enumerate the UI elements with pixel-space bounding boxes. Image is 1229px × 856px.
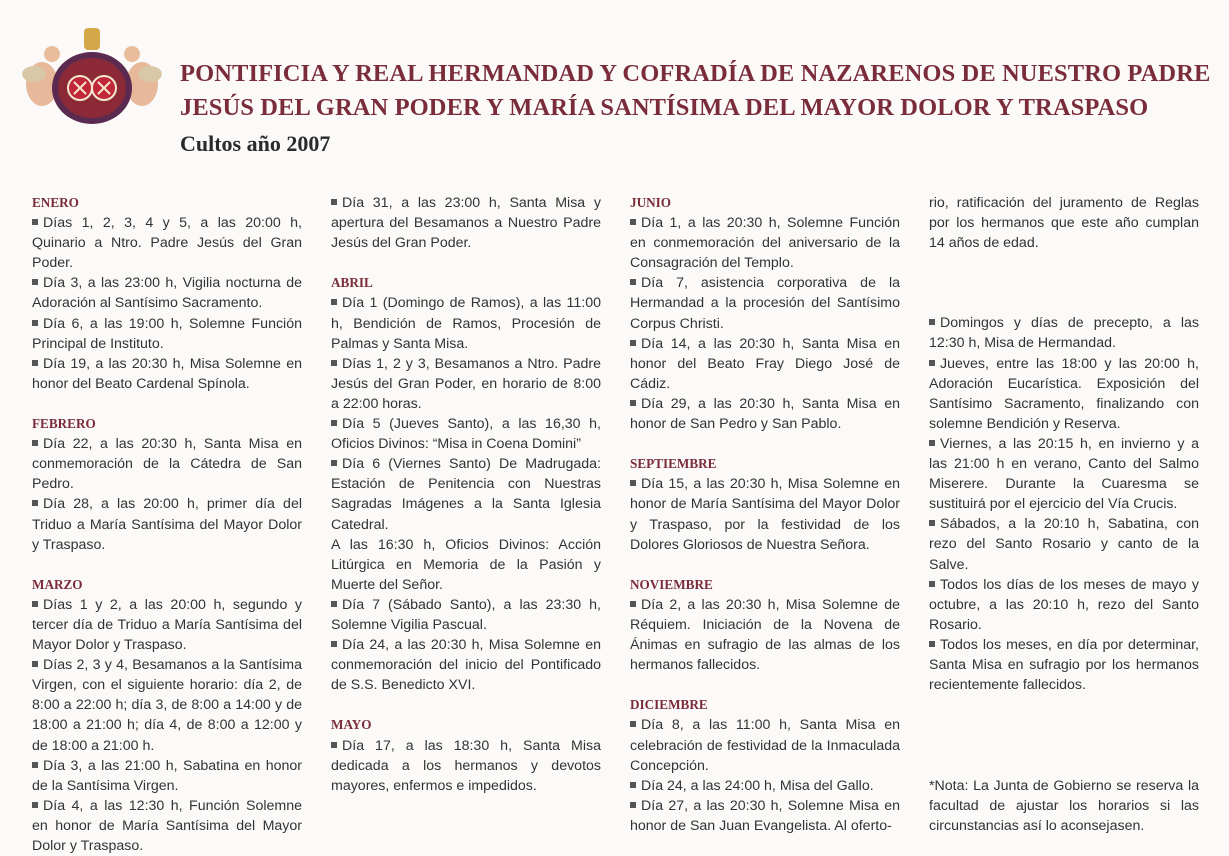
list-item: Día 29, a las 20:30 h, Santa Misa en honor de San Pedro y San Pablo. — [630, 395, 900, 433]
list-item: Día 17, a las 18:30 h, Santa Misa dedicada a los hermanos y devotos mayores, enfermos e impedidos. — [331, 737, 601, 794]
column-1 — [32, 193, 302, 856]
column-2 — [331, 193, 601, 796]
list-item: Días 1 y 2, a las 20:00 h, segundo y tercer día de Triduo a María Santísima del Mayor Dolor y Traspaso. — [32, 596, 302, 654]
month-heading-mayo: MAYO — [331, 717, 372, 733]
footnote: *Nota: La Junta de Gobierno se reserva la facultad de ajustar los horarios si las circunstancias así lo aconsejasen. — [929, 777, 1199, 834]
list-item: A las 16:30 h, Oficios Divinos: Acción Litúrgica en Memoria de la Pasión y Muerte del Señor. — [331, 536, 601, 593]
list-item: Día 2, a las 20:30 h, Misa Solemne de Réquiem. Iniciación de la Novena de Ánimas en sufragio de las almas de los hermanos fallecidos. — [630, 596, 900, 674]
brotherhood-crest-logo — [22, 24, 162, 128]
list-item: Día 28, a las 20:00 h, primer día del Triduo a María Santísima del Mayor Dolor y Traspaso. — [32, 496, 302, 553]
column-4 — [929, 193, 1199, 836]
month-heading-abril: ABRIL — [331, 275, 373, 291]
list-item: Día 8, a las 11:00 h, Santa Misa en celebración de festividad de la Inmaculada Concepción. — [630, 717, 900, 774]
list-item: Día 27, a las 20:30 h, Solemne Misa en honor de San Juan Evangelista. Al oferto- — [630, 797, 900, 834]
list-item: Día 3, a las 21:00 h, Sabatina en honor de la Santísima Virgen. — [32, 757, 302, 794]
month-heading-diciembre: DICIEMBRE — [630, 697, 708, 713]
list-item: Sábados, a la 20:10 h, Sabatina, con rezo del Santo Rosario y canto de la Salve. — [929, 516, 1199, 573]
list-item: Día 24, a las 20:30 h, Misa Solemne en conmemoración del inicio del Pontificado de S.S. Benedicto XVI. — [331, 637, 601, 694]
title-line-1: PONTIFICIA Y REAL HERMANDAD Y COFRADÍA DE NAZARENOS DE NUESTRO PADRE — [180, 60, 1211, 87]
list-item: Jueves, entre las 18:00 y las 20:00 h, Adoración Eucarística. Exposición del Santísimo Sacramento, finalizando con solemne Bendición y Reserva. — [929, 355, 1199, 432]
list-item: Viernes, a las 20:15 h, en invierno y a las 21:00 h en verano, Canto del Salmo Miserere. Durante la Cuaresma se sustituirá por el ejercicio del Vía Crucis. — [929, 435, 1199, 513]
month-heading-enero: ENERO — [32, 195, 79, 210]
list-item-continuation: rio, ratificación del juramento de Reglas por los hermanos que este año cumplan 14 años de edad. — [929, 195, 1199, 252]
brotherhood-title — [180, 57, 1210, 125]
subtitle: Cultos año 2007 — [180, 131, 331, 156]
month-heading-junio: JUNIO — [630, 195, 672, 210]
list-item: Día 1 (Domingo de Ramos), a las 11:00 h, Bendición de Ramos, Procesión de Palmas y Santa Misa. — [331, 295, 601, 352]
month-heading-febrero: FEBRERO — [32, 416, 96, 432]
list-item: Día 15, a las 20:30 h, Misa Solemne en honor de María Santísima del Mayor Dolor y Traspaso, por la festividad de los Dolores Gloriosos de Nuestra Señora. — [630, 476, 900, 553]
list-item: Día 6, a las 19:00 h, Solemne Función Principal de Instituto. — [32, 315, 302, 352]
list-item: Domingos y días de precepto, a las 12:30 h, Misa de Hermandad. — [929, 315, 1199, 352]
list-item: Día 14, a las 20:30 h, Santa Misa en honor del Beato Fray Diego José de Cádiz. — [630, 335, 900, 392]
month-heading-noviembre: NOVIEMBRE — [630, 576, 713, 592]
month-heading-marzo: MARZO — [32, 576, 83, 592]
list-item: Día 6 (Viernes Santo) De Madrugada: Estación de Penitencia con Nuestras Sagradas Imágenes a la Santa Iglesia Catedral. — [331, 456, 601, 533]
title-line-2: JESÚS DEL GRAN PODER Y MARÍA SANTÍSIMA DEL MAYOR DOLOR Y TRASPASO — [180, 94, 1149, 121]
list-item: Día 24, a las 24:00 h, Misa del Gallo. — [630, 776, 900, 796]
list-item: Día 7 (Sábado Santo), a las 23:30 h, Solemne Vigilia Pascual. — [331, 596, 601, 633]
list-item: Días 2, 3 y 4, Besamanos a la Santísima Virgen, con el siguiente horario: día 2, de 8:00 a 22:00 h; día 3, de 8:00 a 14:00 y de 18:00 a 21:00 h; día 4, de 8:00 a 12:00 y de 18:00 a 21:00 h. — [32, 657, 302, 754]
list-item: Día 1, a las 20:30 h, Solemne Función en conmemoración del aniversario de la Consagración del Templo. — [630, 215, 900, 272]
list-item: Día 31, a las 23:00 h, Santa Misa y apertura del Besamanos a Nuestro Padre Jesús del Gran Poder. — [331, 195, 601, 252]
list-item: Días 1, 2, 3, 4 y 5, a las 20:00 h, Quinario a Ntro. Padre Jesús del Gran Poder. — [32, 215, 302, 272]
list-item: Días 1, 2 y 3, Besamanos a Ntro. Padre Jesús del Gran Poder, en horario de 8:00 a 22:00 horas. — [331, 355, 601, 412]
list-item: Día 3, a las 23:00 h, Vigilia nocturna de Adoración al Santísimo Sacramento. — [32, 275, 302, 312]
list-item: Día 19, a las 20:30 h, Misa Solemne en honor del Beato Cardenal Spínola. — [32, 355, 302, 392]
list-item: Día 4, a las 12:30 h, Función Solemne en honor de María Santísima del Mayor Dolor y Traspaso. — [32, 797, 302, 854]
list-item: Día 7, asistencia corporativa de la Hermandad a la procesión del Santísimo Corpus Christi. — [630, 275, 900, 332]
list-item: Todos los días de los meses de mayo y octubre, a las 20:10 h, rezo del Santo Rosario. — [929, 576, 1199, 633]
column-3 — [630, 193, 900, 836]
list-item: Todos los meses, en día por determinar, Santa Misa en sufragio por los hermanos recientemente fallecidos. — [929, 636, 1199, 694]
list-item: Día 22, a las 20:30 h, Santa Misa en conmemoración de la Cátedra de San Pedro. — [32, 436, 302, 493]
list-item: Día 5 (Jueves Santo), a las 16,30 h, Oficios Divinos: “Misa in Coena Domini” — [331, 416, 601, 453]
month-heading-septiembre: SEPTIEMBRE — [630, 456, 717, 472]
